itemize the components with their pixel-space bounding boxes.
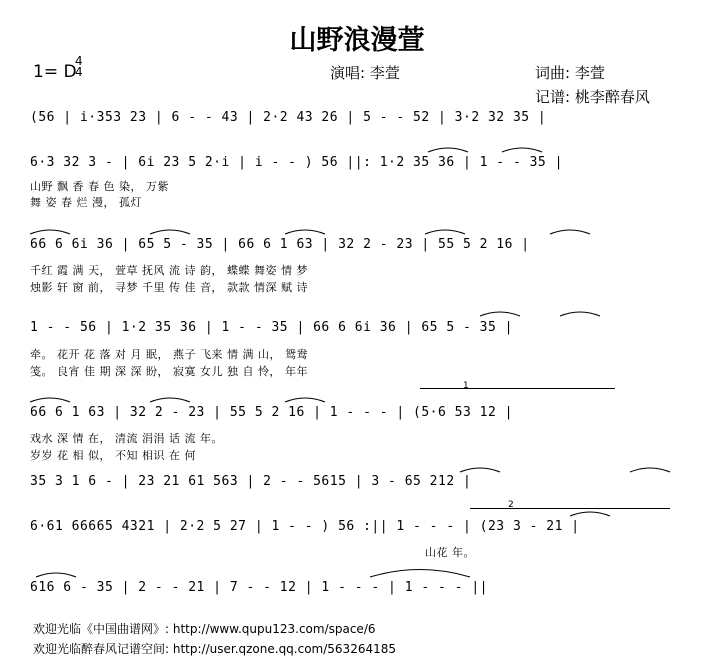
composer-credit: 词曲: 李萱 bbox=[535, 64, 605, 82]
song-title: 山野浪漫萱 bbox=[289, 25, 425, 56]
notation-row: 1 - - 56 | 1·2 35 36 | 1 - - 35 | 66 6 6i 36 | 65 5 - 35 | bbox=[30, 320, 513, 335]
footer-link-line-2: 欢迎光临醉春风记谱空间: http://user.qzone.qq.com/563264185 bbox=[33, 642, 397, 656]
notation-row: 616 6 - 35 | 2 - - 21 | 7 - - 12 | 1 - - - | 1 - - - || bbox=[30, 580, 488, 595]
notation-row: 6·61 66665 4321 | 2·2 5 27 | 1 - - ) 56 :|| 1 - - - | (23 3 - 21 | bbox=[30, 519, 580, 534]
footer-link-line-1: 欢迎光临《中国曲谱网》: http://www.qupu123.com/space/6 bbox=[33, 622, 376, 636]
key-signature: 1= D bbox=[33, 62, 77, 82]
lyric-line: 烛影 轩 窗 前， 寻梦 千里 传 佳 音， 款款 情深 赋 诗 bbox=[30, 281, 308, 294]
lyric-line: 戏水 深 情 在， 清流 涓涓 话 流 年。 bbox=[30, 432, 223, 445]
notation-row: (56 | i·353 23 | 6 - - 43 | 2·2 43 26 | 5 - - 52 | 3·2 32 35 | bbox=[30, 110, 547, 125]
lyric-line: 岁岁 花 相 似， 不知 相识 在 何 bbox=[30, 449, 196, 462]
lyric-line: 笺。 良宵 佳 期 深 深 盼， 寂寞 女儿 独 自 怜， 年年 bbox=[30, 365, 308, 378]
notation-row: 35 3 1 6 - | 23 21 61 563 | 2 - - 5615 | 3 - 65 212 | bbox=[30, 474, 472, 489]
lyric-line: 牵。 花开 花 落 对 月 眠， 燕子 飞来 情 满 山， 鸳鸯 bbox=[30, 348, 308, 361]
volta-number-2: 2 bbox=[508, 500, 514, 510]
transcriber-credit: 记谱: 桃李醉春风 bbox=[535, 88, 650, 106]
lyric-line: 山花 年。 bbox=[425, 546, 475, 559]
time-signature-top: 4 bbox=[75, 54, 83, 68]
singer-credit: 演唱: 李萱 bbox=[330, 64, 400, 82]
lyric-line: 舞 姿 春 烂 漫， 孤灯 bbox=[30, 196, 142, 209]
notation-row: 66 6 6i 36 | 65 5 - 35 | 66 6 1 63 | 32 2 - 23 | 55 5 2 16 | bbox=[30, 237, 530, 252]
notation-row: 66 6 1 63 | 32 2 - 23 | 55 5 2 16 | 1 - - - | (5·6 53 12 | bbox=[30, 405, 513, 420]
lyric-line: 千红 霞 满 天， 萱草 抚风 流 诗 韵， 蝶蝶 舞姿 情 梦 bbox=[30, 264, 308, 277]
time-signature-bottom: 4 bbox=[75, 65, 83, 79]
lyric-line: 山野 飘 香 春 色 染， 万紫 bbox=[30, 180, 169, 193]
notation-row: 6·3 32 3 - | 6i 23 5 2·i | i - - ) 56 ||: 1·2 35 36 | 1 - - 35 | bbox=[30, 155, 563, 170]
volta-number-1: 1 bbox=[463, 381, 469, 391]
